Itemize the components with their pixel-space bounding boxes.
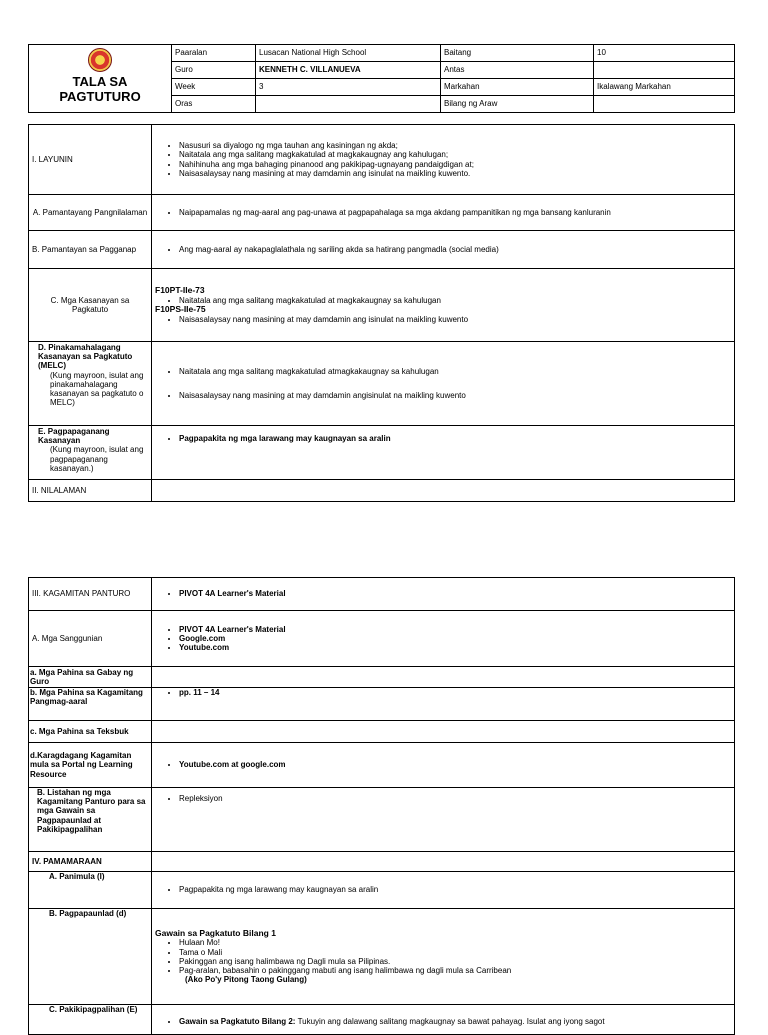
list-item: • Naitatala ang mga salitang magkakatulad at magkakaugnay sa kahulugan xyxy=(179,296,731,305)
pamamaraan-content xyxy=(152,852,735,872)
list-item: • Hulaan Mo! xyxy=(179,938,731,947)
objectives-table xyxy=(28,124,735,502)
quarter-value: Ikalawang Markahan xyxy=(594,79,735,96)
list-item: • Nahihinuha ang mga bahaging pinanood ang pakikipag-ugnayang pandaigdigan at; xyxy=(179,160,731,169)
nilalaman-label: II. NILALAMAN xyxy=(29,480,152,502)
pagpapaganang-content xyxy=(152,426,735,480)
kagamitang-pangmag-content xyxy=(152,688,735,721)
pakikipagpalihan-content xyxy=(152,1005,735,1035)
level-value xyxy=(594,62,735,79)
list-item: • Ang mag-aaral ay nakapaglalathala ng sariling akda sa hatirang pangmadla (social media) xyxy=(179,245,731,254)
layunin-label: I. LAYUNIN xyxy=(29,125,152,195)
list-item: • Pagpapakita ng mga larawang may kaugnayan sa aralin xyxy=(179,434,731,443)
list-item: • Naipapamalas ng mag-aaral ang pag-unawa at pagpapahalaga sa mga akdang pampanitikan ng mga bansang kanluranin xyxy=(179,208,731,217)
kagamitan-label: III. KAGAMITAN PANTURO xyxy=(29,578,152,611)
grade-value: 10 xyxy=(594,45,735,62)
materials-procedure-table xyxy=(28,577,735,1035)
title-line-2: PAGTUTURO xyxy=(59,88,141,104)
week-label: Week xyxy=(172,79,256,96)
teacher-value: KENNETH C. VILLANUEVA xyxy=(256,62,441,79)
nilalaman-content xyxy=(152,480,735,502)
pagpapaunlad-content xyxy=(152,909,735,1005)
pamantayang-pangnilalaman-content xyxy=(152,195,735,231)
days-value xyxy=(594,96,735,113)
sanggunian-content xyxy=(152,611,735,667)
pagpapaganang-label xyxy=(29,426,152,480)
kagamitang-pangmag-label: b. Mga Pahina sa Kagamitang Pangmag-aaral xyxy=(29,688,152,721)
title-line-1: TALA SA xyxy=(72,74,128,89)
list-item: • Pakinggan ang isang halimbawa ng Dagli mula sa Pilipinas. xyxy=(179,957,731,966)
pakikipagpalihan-label: C. Pakikipagpalihan (E) xyxy=(29,1005,152,1035)
list-item xyxy=(179,1017,731,1026)
kasanayan-label: C. Mga Kasanayan sa Pagkatuto xyxy=(29,269,152,342)
list-item: • Naisasalaysay nang masining at may damdamin ang isinulat na maikling kuwento. xyxy=(179,169,731,178)
kasanayan-content xyxy=(152,269,735,342)
pagpapaganang-label-title: E. Pagpapaganang Kasanayan xyxy=(38,427,110,446)
story-title: (Ako Po'y Pitong Taong Gulang) xyxy=(185,975,307,985)
grade-label: Baitang xyxy=(441,45,594,62)
list-item: • Naitatala ang mga salitang magkakatulad at magkakaugnay ang kahulugan; xyxy=(179,150,731,159)
listahan-label: B. Listahan ng mga Kagamitang Panturo para sa mga Gawain sa Pagpapaunlad at Pakikipagpalihan xyxy=(29,788,152,852)
school-label: Paaralan xyxy=(172,45,256,62)
time-value xyxy=(256,96,441,113)
teksbuk-label: c. Mga Pahina sa Teksbuk xyxy=(29,721,152,743)
pagpapaunlad-label: B. Pagpapaunlad (d) xyxy=(29,909,152,1005)
list-item: • Youtube.com xyxy=(179,643,731,652)
week-value: 3 xyxy=(256,79,441,96)
activity-lead: Gawain sa Pagkatuto Bilang 2: xyxy=(179,1017,296,1026)
gabay-content xyxy=(152,667,735,688)
header-table xyxy=(28,44,735,113)
karagdagang-content xyxy=(152,743,735,788)
time-label: Oras xyxy=(172,96,256,113)
teksbuk-content xyxy=(152,721,735,743)
school-seal-icon xyxy=(88,48,112,72)
list-item: • Pag-aralan, babasahin o pakinggang mabuti ang isang halimbawa ng dagli mula sa Carribean xyxy=(179,966,731,975)
melc-label-note: (Kung mayroon, isulat ang pinakamahalagang kasanayan sa pagkatuto o MELC) xyxy=(50,370,144,408)
pamantayan-pagganap-label: B. Pamantayan sa Pagganap xyxy=(29,231,152,269)
competency-code-2: F10PS-IIe-75 xyxy=(155,304,206,314)
gabay-label: a. Mga Pahina sa Gabay ng Guro xyxy=(29,667,152,688)
panimula-label: A. Panimula (I) xyxy=(29,872,152,909)
quarter-label: Markahan xyxy=(441,79,594,96)
list-item: • Repleksiyon xyxy=(179,794,731,803)
listahan-content xyxy=(152,788,735,852)
pamantayan-pagganap-content xyxy=(152,231,735,269)
pamamaraan-label: IV. PAMAMARAAN xyxy=(29,852,152,872)
layunin-list xyxy=(155,141,731,178)
days-label: Bilang ng Araw xyxy=(441,96,594,113)
list-item: • Nasusuri sa diyalogo ng mga tauhan ang kasiningan ng akda; xyxy=(179,141,731,150)
list-item: • Naisasalaysay nang masining at may damdamin ang isinulat na maikling kuwento xyxy=(179,315,731,324)
activity-text: Tukuyin ang dalawang salitang magkaugnay sa bawat pahayag. Isulat ang iyong sagot xyxy=(295,1017,605,1026)
list-item: • Pagpapakita ng mga larawang may kaugnayan sa aralin xyxy=(179,885,731,894)
level-label: Antas xyxy=(441,62,594,79)
melc-label xyxy=(29,342,152,426)
pamantayang-pangnilalaman-label: A. Pamantayang Pangnilalaman xyxy=(29,195,152,231)
list-item: • Tama o Mali xyxy=(179,948,731,957)
kagamitan-content xyxy=(152,578,735,611)
karagdagang-label: d.Karagdagang Kagamitan mula sa Portal ng Learning Resource xyxy=(29,743,152,788)
school-value: Lusacan National High School xyxy=(256,45,441,62)
list-item: • Naisasalaysay nang masining at may damdamin angisinulat na maikling kuwento xyxy=(179,391,731,400)
layunin-content xyxy=(152,125,735,195)
sanggunian-label: A. Mga Sanggunian xyxy=(29,611,152,667)
melc-label-title: D. Pinakamahalagang Kasanayan sa Pagkatuto (MELC) xyxy=(38,343,133,371)
list-item: • Google.com xyxy=(179,634,731,643)
competency-code-1: F10PT-IIe-73 xyxy=(155,285,205,296)
list-item: • PIVOT 4A Learner's Material xyxy=(179,589,731,598)
melc-content xyxy=(152,342,735,426)
panimula-content xyxy=(152,872,735,909)
title-cell xyxy=(29,45,172,113)
list-item: • pp. 11 – 14 xyxy=(179,688,731,697)
list-item: • Youtube.com at google.com xyxy=(179,760,731,769)
activity-heading: Gawain sa Pagkatuto Bilang 1 xyxy=(155,927,276,938)
teacher-label: Guro xyxy=(172,62,256,79)
document-title xyxy=(32,75,168,105)
list-item: • Naitatala ang mga salitang magkakatulad atmagkakaugnay sa kahulugan xyxy=(179,367,731,376)
pagpapaganang-label-note: (Kung mayroon, isulat ang pagpapaganang kasanayan.) xyxy=(50,445,144,473)
list-item: • PIVOT 4A Learner's Material xyxy=(179,625,731,634)
